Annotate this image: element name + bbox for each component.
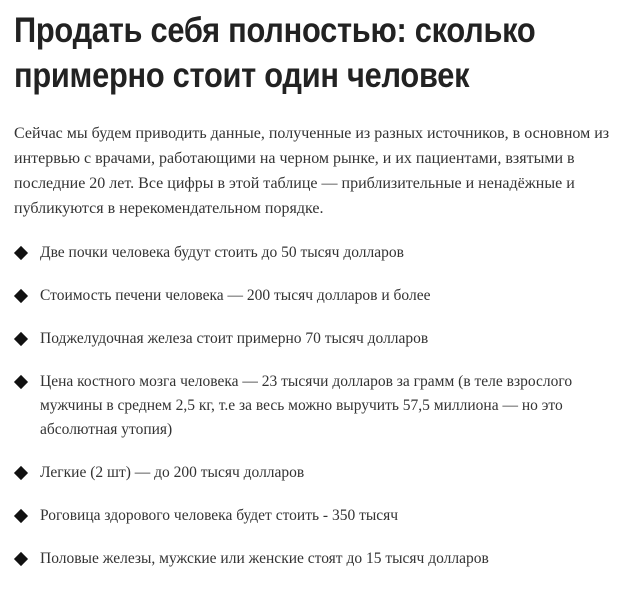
list-item	[14, 370, 614, 442]
list-item	[14, 461, 614, 485]
diamond-bullet-icon	[14, 375, 28, 389]
diamond-bullet-icon	[14, 289, 28, 303]
list-item-text: Половые железы, мужские или женские стоят до 15 тысяч долларов	[40, 550, 489, 567]
list-item-text: Стоимость печени человека — 200 тысяч долларов и более	[40, 287, 431, 304]
list-item	[14, 547, 614, 571]
list-item	[14, 327, 614, 351]
diamond-bullet-icon	[14, 332, 28, 346]
list-item-text: Легкие (2 шт) — до 200 тысяч долларов	[40, 464, 305, 481]
diamond-bullet-icon	[14, 246, 28, 260]
diamond-bullet-icon	[14, 509, 28, 523]
article	[14, 8, 630, 590]
list-item	[14, 284, 614, 308]
list-item-text: Поджелудочная железа стоит примерно 70 тысяч долларов	[40, 330, 429, 347]
list-item-text: Роговица здорового человека будет стоить - 350 тысяч	[40, 507, 399, 524]
list-item	[14, 241, 614, 265]
article-intro: Сейчас мы будем приводить данные, полученные из разных источников, в основном из интервью с врачами, работающими на черном рынке, и их пациентами, взятыми в последние 20 лет. Все цифры в этой таблице — приблизительные и ненадёжные и публикуются в нерекомендательном порядке.	[14, 125, 610, 217]
price-list	[14, 241, 630, 571]
list-item-text: Цена костного мозга человека — 23 тысячи долларов за грамм (в теле взрослого мужчины в среднем 2,5 кг, т.е за весь можно выручить 57,5 миллиона — но это абсолютная утопия)	[40, 373, 573, 438]
diamond-bullet-icon	[14, 466, 28, 480]
diamond-bullet-icon	[14, 552, 28, 566]
article-title: Продать себя полностью: сколько примерно стоит один человек	[14, 11, 536, 95]
list-item	[14, 504, 614, 528]
list-item-text: Две почки человека будут стоить до 50 тысяч долларов	[40, 244, 404, 261]
